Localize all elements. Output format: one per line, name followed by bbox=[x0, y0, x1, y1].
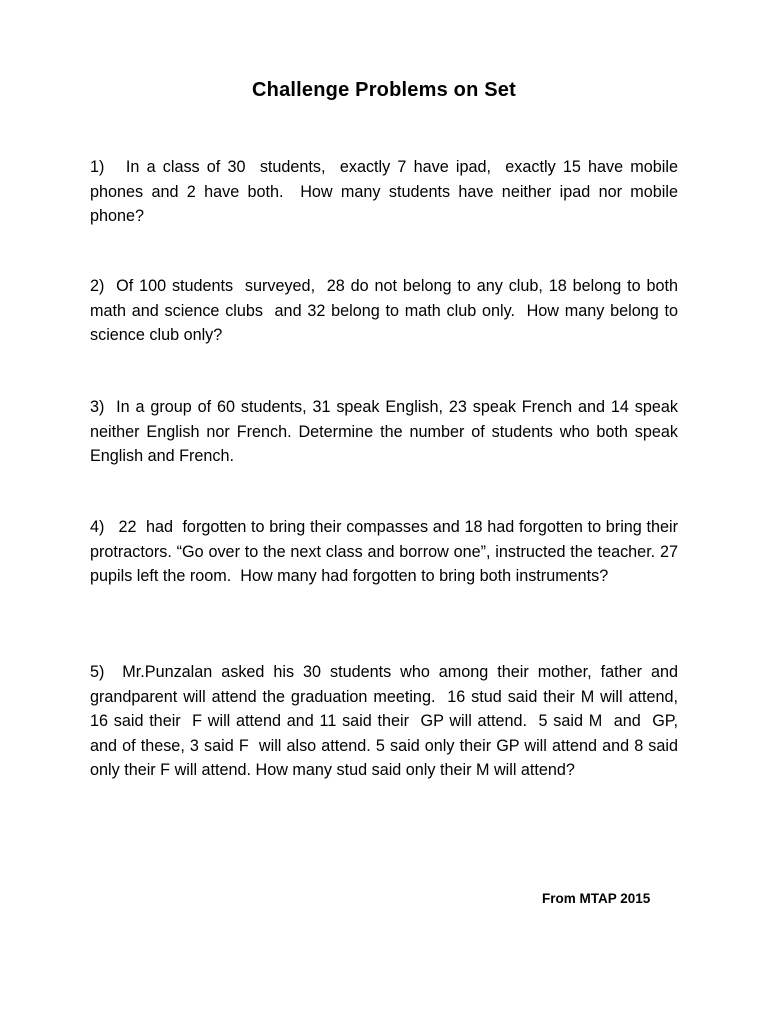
problem-1: 1) In a class of 30 students, exactly 7 have ipad, exactly 15 have mobile phones and 2 have both. How many students have neither ipad nor mobile phone? bbox=[90, 158, 683, 226]
problem-3: 3) In a group of 60 students, 31 speak English, 23 speak French and 14 speak neither English nor French. Determine the number of students who both speak English and French. bbox=[90, 398, 683, 466]
page-title: Challenge Problems on Set bbox=[252, 79, 516, 101]
source-credit: From MTAP 2015 bbox=[542, 891, 651, 906]
problem-4: 4) 22 had forgotten to bring their compasses and 18 had forgotten to bring their protractors. “Go over to the next class and borrow one”, instructed the teacher. 27 pupils left the room. How many had forgotten to bring both instruments? bbox=[90, 518, 683, 586]
problem-5: 5) Mr.Punzalan asked his 30 students who among their mother, father and grandparent will attend the graduation meeting. 16 stud said their M will attend, 16 said their F will attend and 11 said their GP will attend. 5 said M and GP, and of these, 3 said F will also attend. 5 said only their GP will attend and 8 said only their F will attend. How many stud said only their M will attend? bbox=[90, 663, 683, 780]
problem-2: 2) Of 100 students surveyed, 28 do not belong to any club, 18 belong to both math and science clubs and 32 belong to math club only. How many belong to science club only? bbox=[90, 277, 683, 345]
